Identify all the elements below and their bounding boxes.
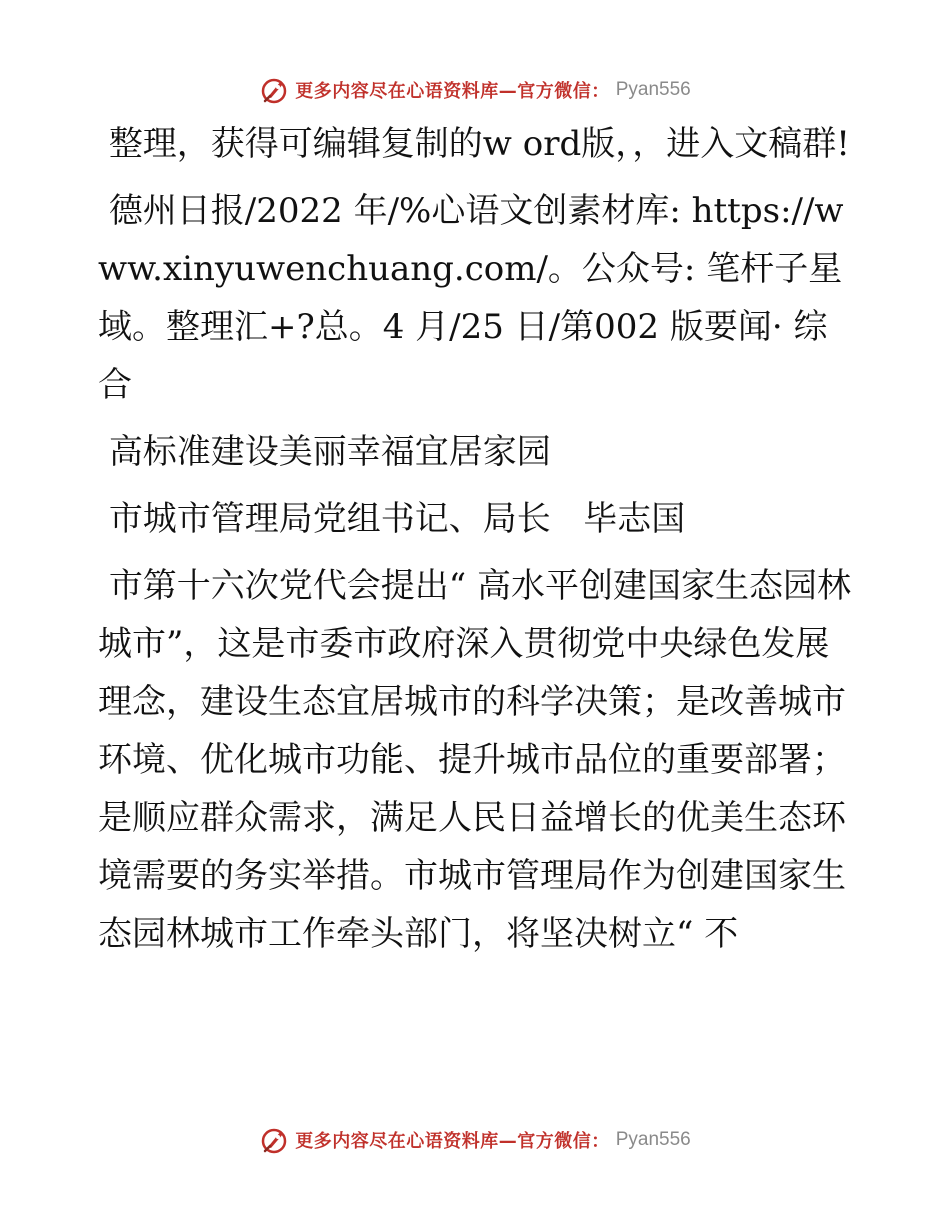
banner-content-footer (259, 1125, 691, 1155)
header-banner (0, 70, 950, 110)
article-title: 高标准建设美丽幸福宜居家园 (98, 432, 551, 472)
banner-text: 更多内容尽在心语资料库—官方微信： (295, 81, 610, 102)
banner-wechat-id: Pyan556 (615, 79, 691, 100)
banner-content (259, 75, 691, 105)
feather-pen-logo-icon (259, 75, 289, 105)
article-body-paragraph: 市第十六次党代会提出“ 高水平创建国家生态园林城市”，这是市委市政府深入贯彻党中央绿色发展理念，建设生态宜居城市的科学决策；是改善城市环境、优化城市功能、提升城市品位的重要部署；是顺应群众需求，满足人民日益增长的优美生态环境需要的务实举措。市城市管理局作为创建国家生态园林城市工作牵头部门，将坚决树立“ 不 (98, 566, 852, 954)
feather-pen-logo-icon (259, 1125, 289, 1155)
document-body (98, 115, 858, 972)
article-author: 市城市管理局党组书记、局长 毕志国 (98, 499, 686, 539)
paragraph-source: 德州日报/2022 年/%心语文创素材库: https://www.xinyuwenchuang.com/。公众号: 笔杆子星域。整理汇+?总。4 月/25 日/第002 版要闻· 综合 (98, 191, 844, 405)
banner-text: 更多内容尽在心语资料库—官方微信： (295, 1131, 610, 1152)
footer-banner (0, 1120, 950, 1160)
banner-wechat-id: Pyan556 (615, 1129, 691, 1150)
paragraph-intro: 整理，获得可编辑复制的w ord版，，进入文稿群! (98, 124, 850, 164)
